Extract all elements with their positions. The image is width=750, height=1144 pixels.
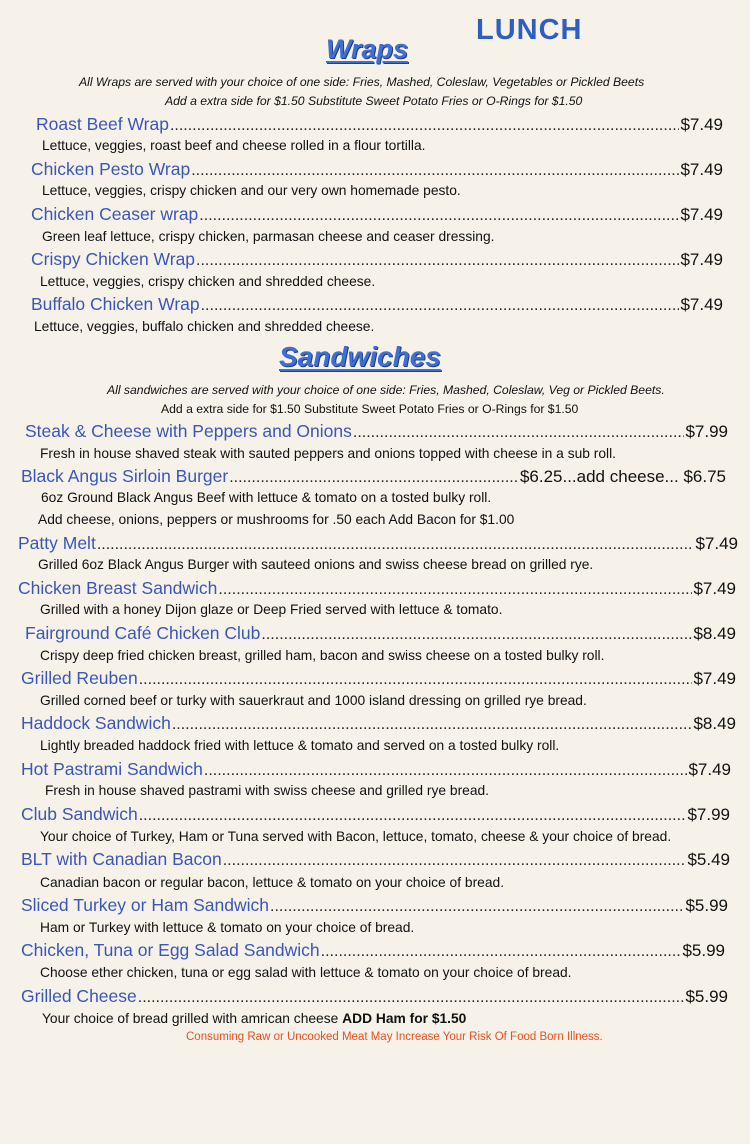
item-description: Green leaf lettuce, crispy chicken, parmasan cheese and ceaser dressing. — [42, 229, 495, 244]
sandwiches-note-extra: Add a extra side for $1.50 Substitute Sweet Potato Fries or O-Rings for $1.50 — [161, 402, 579, 416]
menu-item-roast-beef-wrap — [36, 114, 723, 135]
dot-leader — [139, 671, 693, 689]
item-description: Crispy deep fried chicken breast, grilled ham, bacon and swiss cheese on a tosted bulky roll. — [40, 648, 605, 663]
dot-leader — [353, 424, 685, 442]
item-name: Chicken Breast Sandwich — [18, 578, 218, 598]
item-description: Ham or Turkey with lettuce & tomato on your choice of bread. — [40, 920, 415, 935]
item-price: $7.99 — [687, 805, 730, 824]
dot-leader — [261, 626, 692, 644]
menu-item-salad-sandwich — [21, 940, 725, 961]
item-name: Grilled Cheese — [21, 986, 137, 1006]
food-safety-warning: Consuming Raw or Uncooked Meat May Increase Your Risk Of Food Born Illness. — [186, 1031, 603, 1043]
item-description: Lettuce, veggies, buffalo chicken and shredded cheese. — [34, 319, 375, 334]
item-description: Your choice of Turkey, Ham or Tuna served with Bacon, lettuce, tomato, cheese & your choice of bread. — [40, 829, 672, 844]
item-name: Crispy Chicken Wrap — [31, 249, 196, 269]
dot-leader — [138, 989, 685, 1007]
item-description: Fresh in house shaved steak with sauted peppers and onions topped with cheese in a sub roll. — [40, 446, 616, 461]
item-price: $7.49 — [680, 160, 723, 179]
item-description: 6oz Ground Black Angus Beef with lettuce & tomato on a tosted bulky roll. — [41, 490, 492, 505]
add-ham-note: ADD Ham for $1.50 — [342, 1011, 467, 1026]
dot-leader — [139, 807, 687, 825]
item-description: Choose ether chicken, tuna or egg salad with lettuce & tomato on your choice of bread. — [40, 965, 572, 980]
menu-item-haddock-sandwich — [21, 713, 736, 734]
item-name: Haddock Sandwich — [21, 713, 171, 733]
item-price: $5.99 — [685, 896, 728, 915]
dot-leader — [218, 581, 692, 599]
item-name: Sliced Turkey or Ham Sandwich — [21, 895, 270, 915]
menu-item-steak-and-cheese — [25, 421, 728, 442]
dot-leader — [321, 943, 682, 961]
item-name: Black Angus Sirloin Burger — [21, 466, 229, 486]
menu-item-buffalo-chicken-wrap — [31, 294, 723, 315]
menu-item-patty-melt — [18, 533, 738, 554]
dot-leader — [196, 252, 679, 270]
item-name: BLT with Canadian Bacon — [21, 849, 222, 869]
menu-item-hot-pastrami-sandwich — [21, 759, 731, 780]
item-price: $8.49 — [693, 714, 736, 733]
item-description: Lettuce, veggies, crispy chicken and shredded cheese. — [40, 274, 376, 289]
item-description: Lettuce, veggies, crispy chicken and our very own homemade pesto. — [42, 183, 461, 198]
item-name: Roast Beef Wrap — [36, 114, 169, 134]
menu-item-fairground-chicken-club — [25, 623, 736, 644]
menu-item-chicken-pesto-wrap — [31, 159, 723, 180]
item-price: $7.49 — [680, 250, 723, 269]
dot-leader — [199, 207, 679, 225]
dot-leader — [229, 469, 519, 487]
menu-item-chicken-ceaser-wrap — [31, 204, 723, 225]
item-name: Chicken, Tuna or Egg Salad Sandwich — [21, 940, 320, 960]
item-name: Buffalo Chicken Wrap — [31, 294, 200, 314]
item-description: Lightly breaded haddock fried with lettuce & tomato and served on a tosted bulky roll. — [40, 738, 560, 753]
item-name: Chicken Ceaser wrap — [31, 204, 199, 224]
item-description: Grilled corned beef or turky with sauerkraut and 1000 island dressing on grilled rye bread. — [40, 693, 587, 708]
item-price: $7.49 — [695, 534, 738, 553]
item-description: Grilled with a honey Dijon glaze or Deep Fried served with lettuce & tomato. — [40, 602, 503, 617]
menu-title: LUNCH — [476, 14, 583, 46]
dot-leader — [191, 162, 679, 180]
item-name: Club Sandwich — [21, 804, 138, 824]
dot-leader — [172, 716, 693, 734]
sandwiches-note-sides: All sandwiches are served with your choice of one side: Fries, Mashed, Coleslaw, Veg or Pickled Beets. — [107, 383, 665, 397]
wraps-note-sides: All Wraps are served with your choice of one side: Fries, Mashed, Coleslaw, Vegetables or Pickled Beets — [79, 75, 645, 89]
item-name: Chicken Pesto Wrap — [31, 159, 191, 179]
item-name: Patty Melt — [18, 533, 96, 553]
item-description: Canadian bacon or regular bacon, lettuce & tomato on your choice of bread. — [40, 875, 505, 890]
item-price: $7.49 — [680, 295, 723, 314]
item-description-addons: Add cheese, onions, peppers or mushrooms for .50 each Add Bacon for $1.00 — [38, 512, 515, 527]
item-price: $5.49 — [687, 850, 730, 869]
item-price: $7.99 — [685, 422, 728, 441]
item-description: Fresh in house shaved pastrami with swiss cheese and grilled rye bread. — [45, 783, 490, 798]
item-price: $5.99 — [682, 941, 725, 960]
item-price: $7.49 — [693, 579, 736, 598]
item-name: Grilled Reuben — [21, 668, 138, 688]
item-description: Lettuce, veggies, roast beef and cheese rolled in a flour tortilla. — [42, 138, 426, 153]
wraps-note-extra: Add a extra side for $1.50 Substitute Sweet Potato Fries or O-Rings for $1.50 — [165, 94, 583, 108]
menu-item-chicken-breast-sandwich — [18, 578, 736, 599]
item-price: $7.49 — [693, 669, 736, 688]
dot-leader — [223, 852, 687, 870]
item-price: $7.49 — [680, 205, 723, 224]
item-description-text: Your choice of bread grilled with amrican cheese — [42, 1011, 339, 1026]
dot-leader — [170, 117, 680, 135]
item-description — [42, 1011, 466, 1026]
menu-item-black-angus-burger — [21, 466, 726, 487]
dot-leader — [97, 536, 695, 554]
dot-leader — [204, 762, 688, 780]
sandwiches-heading: Sandwiches — [279, 341, 441, 372]
item-price: $7.49 — [688, 760, 731, 779]
item-price: $5.99 — [685, 987, 728, 1006]
wraps-heading: Wraps — [326, 34, 409, 64]
menu-item-grilled-cheese — [21, 986, 728, 1007]
menu-item-club-sandwich — [21, 804, 730, 825]
dot-leader — [270, 898, 684, 916]
item-price: $8.49 — [693, 624, 736, 643]
menu-item-grilled-reuben — [21, 668, 736, 689]
item-name: Fairground Café Chicken Club — [25, 623, 261, 643]
item-price: $7.49 — [680, 115, 723, 134]
dot-leader — [201, 297, 680, 315]
menu-item-blt-canadian-bacon — [21, 849, 730, 870]
item-name: Steak & Cheese with Peppers and Onions — [25, 421, 352, 441]
menu-item-crispy-chicken-wrap — [31, 249, 723, 270]
menu-item-sliced-turkey-ham — [21, 895, 728, 916]
item-description: Grilled 6oz Black Angus Burger with sauteed onions and swiss cheese bread on grilled rye. — [38, 557, 594, 572]
item-name: Hot Pastrami Sandwich — [21, 759, 203, 779]
item-price: $6.25...add cheese... $6.75 — [519, 467, 726, 486]
